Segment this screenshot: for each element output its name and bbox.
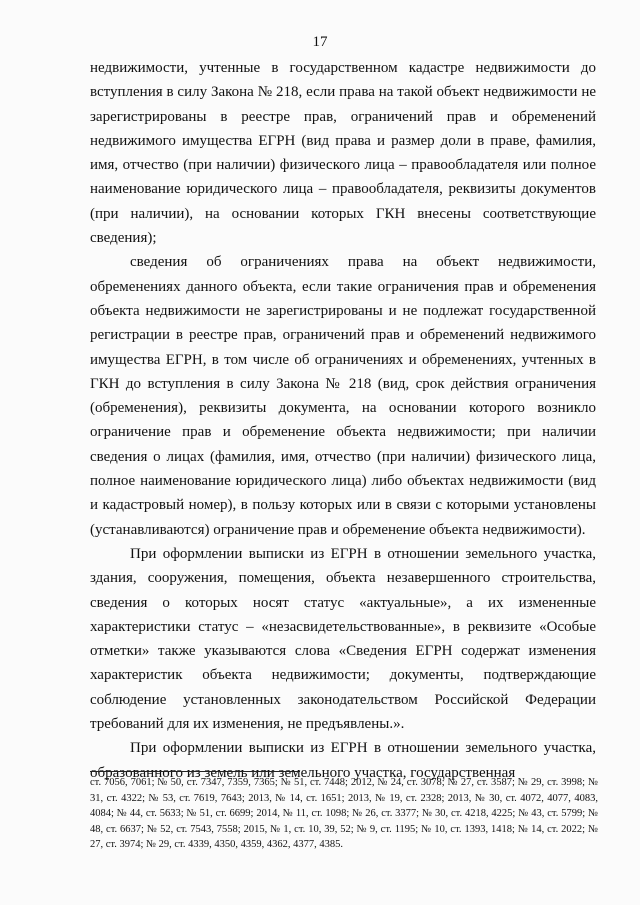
document-body xyxy=(90,56,596,785)
footnote-divider xyxy=(90,771,300,772)
paragraph-land-plot: При оформлении выписки из ЕГРН в отношении земельного участка, образованного из земель или земельного участка, государственная xyxy=(90,740,596,781)
paragraph-continuation: недвижимости, учтенные в государственном кадастре недвижимости до вступления в силу Закона № 218, если права на такой объект недвижимости не зарегистрированы в реестре прав, ограничений прав и обременений недвижимого имущества ЕГРН (вид права и размер доли в праве, фамилия, имя, отчество (при наличии) физического лица – правообладателя или полное наименование юридического лица – правообладателя, реквизиты документов (при наличии), на основании которых ГКН внесены соответствующие сведения); xyxy=(90,60,596,247)
paragraph-restrictions: сведения об ограничениях права на объект недвижимости, обременениях данного объекта, если такие ограничения прав и обременения объекта недвижимости не зарегистрированы и не подлежат государственной регистрации в реестре прав, ограничений прав и обременений недвижимого имущества ЕГРН, в том числе об ограничениях и обременениях, учтенных в ГКН до вступления в силу Закона № 218 (вид, срок действия ограничения (обременения), реквизиты документа, на основании которого возникло ограничение прав и обременение объекта недвижимости; при наличии сведения о лицах (фамилия, имя, отчество (при наличии) физического лица, полное наименование юридического лица) либо объектах недвижимости (вид и кадастровый номер), в пользу которых или в связи с которыми установлены (устанавливаются) ограничение прав и обременение объекта недвижимости). xyxy=(90,254,596,538)
footnote: ст. 7056, 7061; № 50, ст. 7347, 7359, 7365; № 51, ст. 7448; 2012, № 24, ст. 3078; № 27, ст. 3587; № 29, ст. 3998; № 31, ст. 4322; № 53, ст. 7619, 7643; 2013, № 14, ст. 1651; 2013, № 19, ст. 2328; 2013, № 30, ст. 4072, 4077, 4083, 4084; № 44, ст. 5633; № 51, ст. 6699; 2014, № 11, ст. 1098; № 26, ст. 3377; № 30, ст. 4218, 4225; № 43, ст. 5799; № 48, ст. 6637; № 52, ст. 7543, 7558; 2015, № 1, ст. 10, 39, 52; № 9, ст. 1195; № 10, ст. 1393, 1418; № 14, ст. 2022; № 27, ст. 3974; № 29, ст. 4339, 4350, 4359, 4362, 4377, 4385. xyxy=(90,777,598,851)
page-number: 17 xyxy=(312,34,328,50)
paragraph-special-notes: При оформлении выписки из ЕГРН в отношении земельного участка, здания, сооружения, помещения, объекта незавершенного строительства, сведения о которых носят статус «актуальные», а их измененные характеристики статус – «незасвидетельствованные», в реквизите «Особые отметки» также указываются слова «Сведения ЕГРН содержат изменения характеристик объекта недвижимости; документы, подтверждающие соблюдение установленных законодательством Российской Федерации требований для их изменения, не предъявлены.». xyxy=(90,545,596,733)
